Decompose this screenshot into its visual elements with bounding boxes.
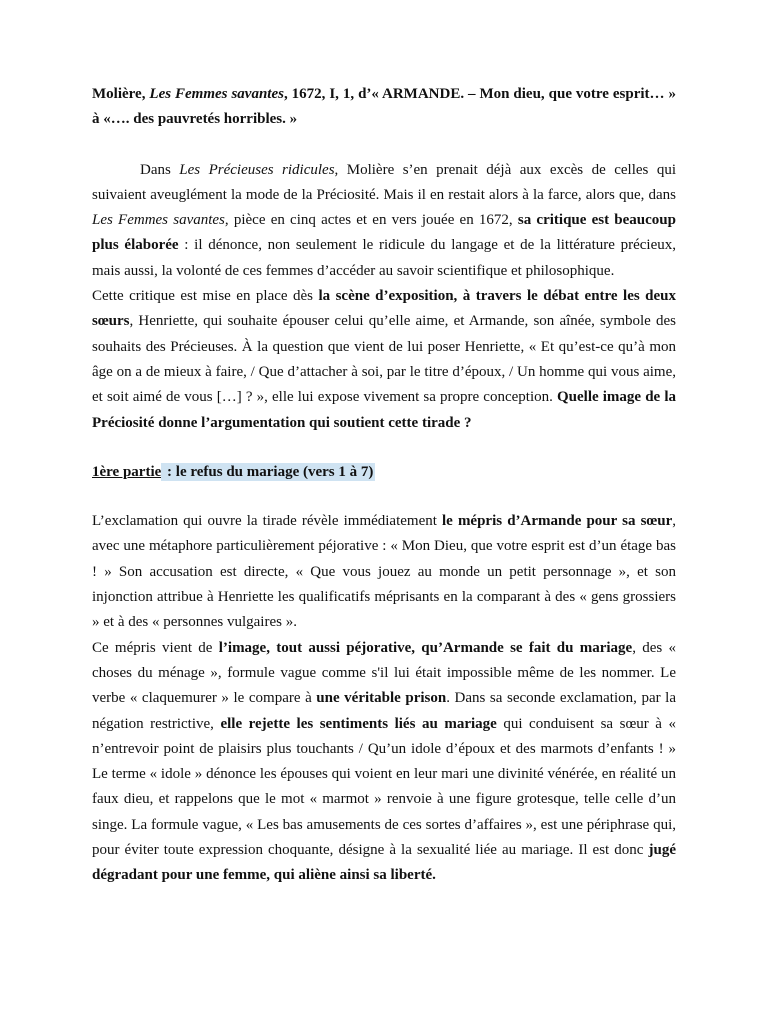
intro-work-femmes: Les Femmes savantes: [92, 212, 225, 229]
spacer: [92, 485, 676, 509]
expo-question: Quelle image de la Préciosité donne l’argumentation qui soutient cette tirade ?: [92, 389, 676, 431]
p2-bold-1: l’image, tout aussi péjorative, qu’Armande se fait du mariage: [218, 639, 633, 656]
intro-work-precieuses: Les Précieuses ridicules: [179, 161, 335, 178]
expo-text-2: , Henriette, qui souhaite épouser celui qu’elle aime, et Armande, son aînée, symbole des souhaits des Précieuses. À la question que vient de lui poser Henriette, « Et qu’est-ce qu’à mon âge on a de mieux à faire, / Que d’attacher à soi, par le titre d’époux, / Un homme qui vous aime, et soit aimé de vous […] ? », elle lui expose vivement sa propre conception.: [92, 313, 676, 406]
document-title: [92, 82, 676, 133]
section-label: 1ère partie: [92, 463, 162, 480]
document-body: [92, 82, 676, 889]
body-paragraph-1: [92, 509, 676, 635]
p2-text-5: .: [432, 867, 436, 884]
intro-text-3: , pièce en cinq actes et en vers jouée en 1672,: [224, 212, 518, 229]
intro-bold-1: sa critique est beaucoup plus élaborée: [92, 212, 676, 254]
p1-bold-1: le mépris d’Armande pour sa sœur: [442, 513, 673, 530]
p2-bold-3: elle rejette les sentiments liés au mariage: [220, 715, 497, 732]
p2-text-2: , des « choses du ménage », formule vague comme s'il lui était impossible même de les nommer. Le verbe « claquemurer » le compare à: [92, 639, 677, 707]
expo-text-1: Cette critique est mise en place dès: [92, 288, 319, 305]
expo-bold-1: la scène d’exposition, à travers le débat entre les deux sœurs: [92, 288, 676, 330]
title-author: Molière,: [92, 86, 146, 102]
intro-text-4: : il dénonce, non seulement le ridicule du langage et de la littérature précieux, mais aussi, la volonté de ces femmes d’accéder au savoir scientifique et philosophique.: [92, 237, 676, 279]
exposition-paragraph: [92, 284, 676, 436]
intro-text-1: Dans: [140, 161, 180, 178]
body-paragraph-2: [92, 636, 676, 889]
p2-bold-4: jugé dégradant pour une femme, qui aliène ainsi sa liberté: [92, 842, 676, 884]
intro-text-2: , Molière s’en prenait déjà aux excès de celles qui suivaient aveuglément la mode de la Préciosité. Mais il en restait alors à la farce, alors que, dans: [92, 161, 676, 203]
p1-text-2: , avec une métaphore particulièrement péjorative : « Mon Dieu, que votre esprit est d’un étage bas ! » Son accusation est directe, « Que vous jouez au monde un petit personnage », et son injonction attribue à Henriette les qualificatifs méprisants en la comparant à des « gens grossiers » et à des « personnes vulgaires ».: [92, 513, 676, 631]
section-heading-1: [92, 460, 676, 485]
intro-paragraph: [92, 158, 676, 284]
p1-text-1: L’exclamation qui ouvre la tirade révèle immédiatement: [92, 513, 443, 530]
spacer: [92, 133, 676, 158]
title-rest: , 1672, I, 1, d’« ARMANDE. – Mon dieu, que votre esprit… » à «…. des pauvretés horribles. »: [92, 86, 676, 128]
section-heading-text: : le refus du mariage (vers 1 à 7): [163, 463, 374, 480]
p2-bold-2: une véritable prison: [316, 690, 447, 707]
title-work: Les Femmes savantes: [149, 86, 284, 102]
p2-text-3: . Dans sa seconde exclamation, par la négation restrictive,: [92, 690, 676, 732]
p2-text-4: qui conduisent sa sœur à « n’entrevoir point de plaisirs plus touchants / Qu’un idole d’époux et des marmots d’enfants ! » Le terme « idole » dénonce les épouses qui voient en leur mari une divinité vénérée, en réalité un faux dieu, et rappelons que le mot « marmot » renvoie à une figure grotesque, telle celle d’un singe. La formule vague, « Les bas amusements de ces sortes d’affaires », est une périphrase qui, pour éviter toute expression choquante, désigne à la sexualité liée au mariage. Il est donc: [92, 715, 676, 859]
spacer: [92, 436, 676, 460]
p2-text-1: Ce mépris vient de: [92, 639, 219, 656]
